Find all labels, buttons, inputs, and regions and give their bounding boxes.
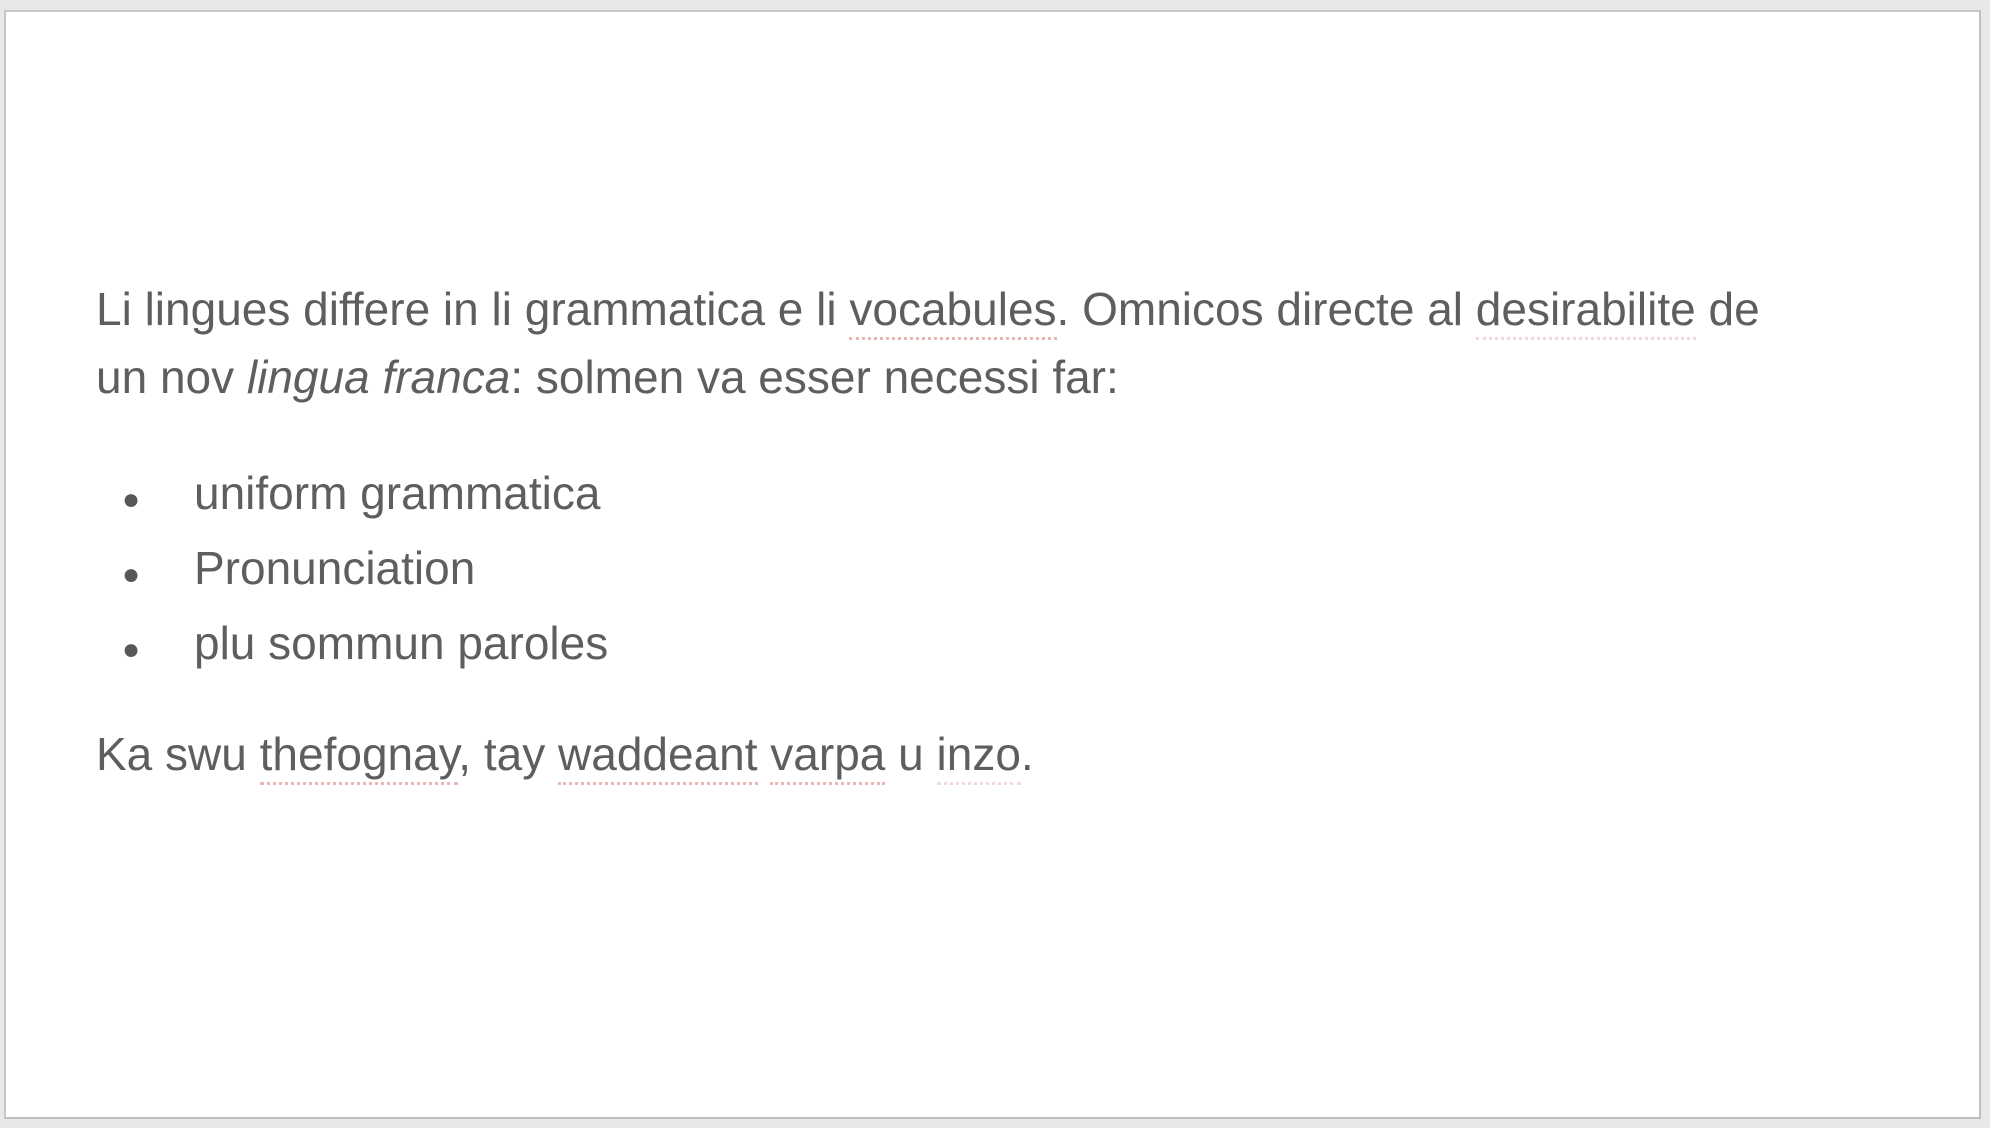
bullet-item-label: Pronunciation xyxy=(194,542,476,594)
text-segment: un nov xyxy=(96,351,247,403)
closing-paragraph[interactable] xyxy=(96,720,1936,788)
text-segment: de xyxy=(1695,283,1760,335)
bullet-list[interactable] xyxy=(96,459,1936,684)
bullet-item xyxy=(96,609,1936,684)
bullet-dot-icon: ● xyxy=(122,558,141,591)
text-segment: Li lingues differe in li grammatica e li xyxy=(96,283,850,335)
intro-paragraph[interactable] xyxy=(96,275,1936,411)
slide-canvas[interactable] xyxy=(4,10,1981,1119)
bullet-dot-icon: ● xyxy=(122,483,141,516)
bullet-dot-icon: ● xyxy=(122,633,141,666)
text-segment: inzo xyxy=(937,728,1021,785)
text-segment: Ka swu xyxy=(96,728,260,780)
text-segment: . Omnicos directe al xyxy=(1056,283,1476,335)
text-segment: . xyxy=(1020,728,1034,780)
bullet-item xyxy=(96,459,1936,534)
text-segment: , tay xyxy=(458,728,559,780)
text-line xyxy=(96,720,1936,788)
bullet-item-label: uniform grammatica xyxy=(194,467,601,519)
text-segment: vocabules xyxy=(849,283,1056,340)
text-segment: u xyxy=(885,728,937,780)
text-segment: waddeant xyxy=(558,728,758,785)
slide-text-content xyxy=(96,275,1936,788)
text-segment: thefognay xyxy=(260,728,459,785)
text-segment: : solmen va esser necessi far: xyxy=(510,351,1119,403)
bullet-item xyxy=(96,534,1936,609)
text-segment: lingua franca xyxy=(246,351,511,403)
text-segment: desirabilite xyxy=(1476,283,1696,340)
bullet-item-label: plu sommun paroles xyxy=(194,617,609,669)
text-line xyxy=(96,343,1936,411)
text-segment: varpa xyxy=(770,728,885,785)
text-line xyxy=(96,275,1936,343)
text-segment xyxy=(758,728,771,780)
